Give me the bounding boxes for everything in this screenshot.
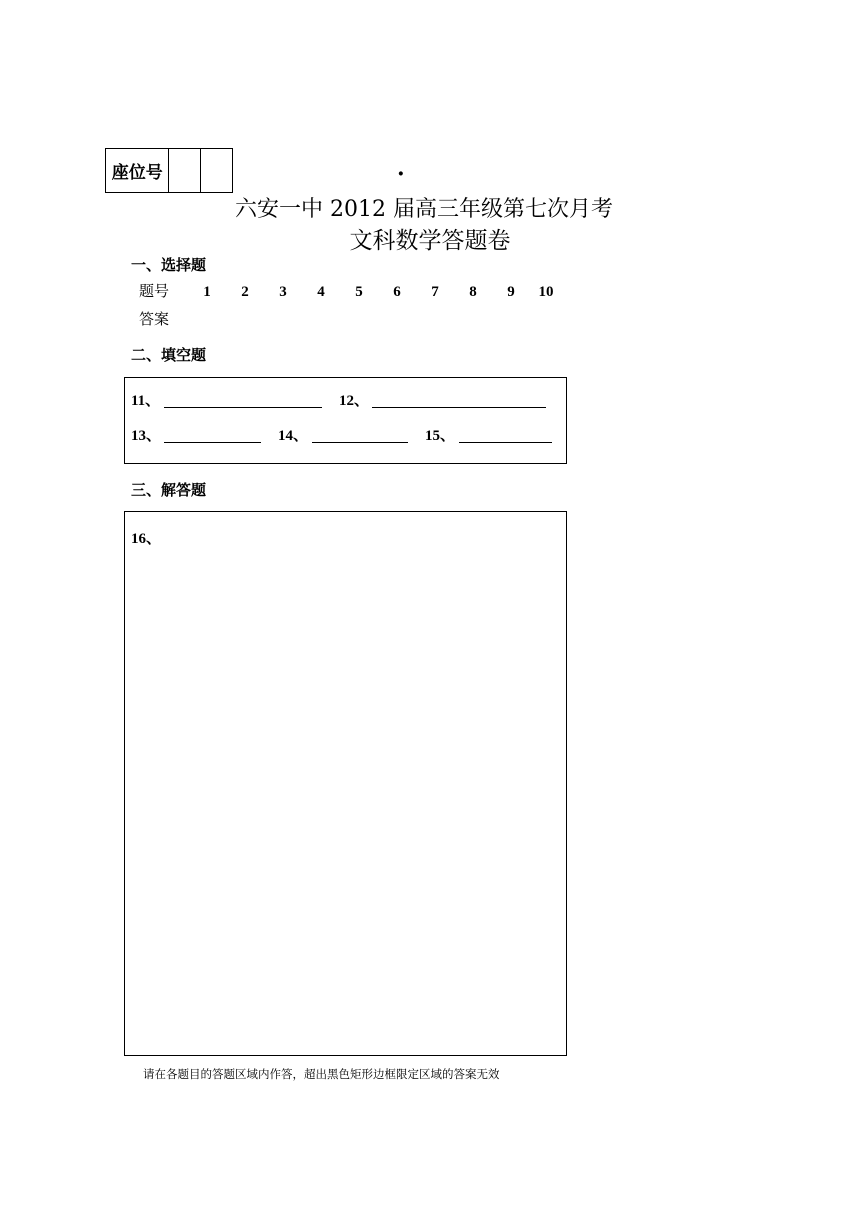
- exam-title-text: 六安一中 2012 届高三年级第七次月考: [235, 197, 613, 222]
- choice-number-5: 5: [355, 284, 363, 300]
- choice-number-7: 7: [431, 284, 439, 300]
- seat-number-box: [105, 148, 233, 193]
- exam-subtitle-text: 文科数学答题卷: [349, 228, 511, 254]
- question-number-label: 题号: [139, 282, 170, 300]
- section-choice-heading: 一、选择题: [131, 256, 207, 274]
- blank-12-line[interactable]: [372, 407, 546, 408]
- seat-number-label: 座位号: [106, 149, 169, 192]
- blank-13-label: 13、: [131, 428, 162, 444]
- choice-number-6: 6: [393, 284, 401, 300]
- choice-number-8: 8: [469, 284, 477, 300]
- footer-note: 请在各题目的答题区域内作答，超出黑色矩形边框限定区域的答案无效: [143, 1067, 500, 1081]
- blank-13-line[interactable]: [164, 442, 261, 443]
- choice-number-3: 3: [279, 284, 287, 300]
- blank-15-line[interactable]: [459, 442, 552, 443]
- choice-number-10: 10: [538, 284, 554, 300]
- exam-title: [0, 196, 860, 224]
- answer-row-label: 答案: [139, 310, 170, 328]
- blank-11-line[interactable]: [164, 407, 322, 408]
- solution-answer-box[interactable]: [124, 511, 567, 1056]
- choice-number-2: 2: [241, 284, 249, 300]
- blank-12-label: 12、: [339, 393, 370, 409]
- exam-subtitle: [0, 226, 860, 256]
- choice-number-1: 1: [203, 284, 211, 300]
- blank-11-label: 11、: [131, 393, 161, 409]
- blank-15-label: 15、: [425, 428, 456, 444]
- choice-number-4: 4: [317, 284, 325, 300]
- section-fill-heading: 二、填空题: [131, 346, 207, 364]
- section-solution-heading: 三、解答题: [131, 481, 207, 499]
- seat-number-cell-1[interactable]: [169, 149, 200, 192]
- choice-number-9: 9: [507, 284, 515, 300]
- question-16-label: 16、: [131, 531, 162, 547]
- seat-number-cell-2[interactable]: [201, 149, 232, 192]
- blank-14-line[interactable]: [312, 442, 408, 443]
- center-dot: ·: [397, 161, 405, 187]
- blank-14-label: 14、: [278, 428, 309, 444]
- fill-in-answer-box: [124, 377, 567, 464]
